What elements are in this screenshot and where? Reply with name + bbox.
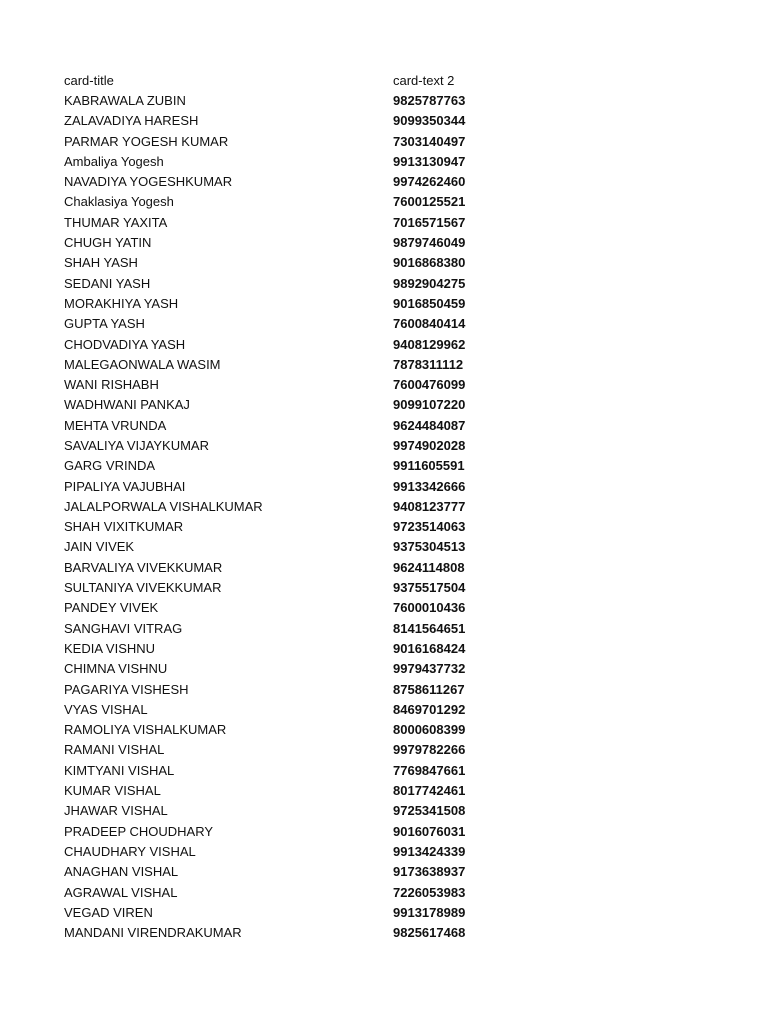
contact-name: SHAH YASH xyxy=(64,255,138,271)
table-row xyxy=(64,171,704,191)
contact-phone: 8469701292 xyxy=(393,701,466,717)
contact-name: AGRAWAL VISHAL xyxy=(64,884,178,900)
table-row xyxy=(64,476,704,496)
contact-phone: 9408123777 xyxy=(393,498,466,514)
contact-phone: 7016571567 xyxy=(393,214,466,230)
table-row xyxy=(64,232,704,252)
contact-phone: 9879746049 xyxy=(393,235,466,251)
contact-phone: 7878311112 xyxy=(393,356,464,372)
contact-phone: 9408129962 xyxy=(393,336,466,352)
contact-phone: 8017742461 xyxy=(393,783,466,799)
table-row xyxy=(64,374,704,394)
table-row xyxy=(64,131,704,151)
contact-phone: 9979782266 xyxy=(393,742,466,758)
contact-name: RAMANI VISHAL xyxy=(64,742,165,758)
header-card-text: card-text 2 xyxy=(393,72,455,88)
contact-name: CHAUDHARY VISHAL xyxy=(64,843,196,859)
contact-name: PAGARIYA VISHESH xyxy=(64,681,189,697)
contact-name: JAIN VIVEK xyxy=(64,539,135,555)
contact-phone: 8141564651 xyxy=(393,620,466,636)
contact-phone: 7226053983 xyxy=(393,884,466,900)
table-header-row xyxy=(64,70,704,90)
contact-name: SAVALIYA VIJAYKUMAR xyxy=(64,437,209,453)
table-row xyxy=(64,314,704,334)
table-row xyxy=(64,760,704,780)
contact-name: VEGAD VIREN xyxy=(64,904,153,920)
table-row xyxy=(64,598,704,618)
contact-name: JHAWAR VISHAL xyxy=(64,803,168,819)
contact-name: CHIMNA VISHNU xyxy=(64,661,168,677)
contact-phone: 7600010436 xyxy=(393,600,466,616)
table-row xyxy=(64,699,704,719)
table-row xyxy=(64,902,704,922)
table-row xyxy=(64,638,704,658)
contact-phone: 9624114808 xyxy=(393,559,465,575)
contact-name: SANGHAVI VITRAG xyxy=(64,620,183,636)
contact-phone: 7600840414 xyxy=(393,316,466,332)
contact-name: THUMAR YAXITA xyxy=(64,214,168,230)
table-row xyxy=(64,90,704,110)
contact-name: JALALPORWALA VISHALKUMAR xyxy=(64,498,263,514)
table-row xyxy=(64,435,704,455)
contact-name: KEDIA VISHNU xyxy=(64,640,156,656)
table-row xyxy=(64,740,704,760)
contact-name: WANI RISHABH xyxy=(64,377,159,393)
contact-name: MEHTA VRUNDA xyxy=(64,417,167,433)
contact-name: MANDANI VIRENDRAKUMAR xyxy=(64,925,242,941)
contact-name: CHUGH YATIN xyxy=(64,235,152,251)
contact-phone: 9723514063 xyxy=(393,519,466,535)
contact-phone: 9173638937 xyxy=(393,864,466,880)
table-row xyxy=(64,821,704,841)
contact-phone: 9375517504 xyxy=(393,580,466,596)
contact-phone: 7769847661 xyxy=(393,762,466,778)
table-row xyxy=(64,456,704,476)
contact-name: Chaklasiya Yogesh xyxy=(64,194,174,210)
contact-phone: 8758611267 xyxy=(393,681,465,697)
contact-name: PIPALIYA VAJUBHAI xyxy=(64,478,186,494)
contact-phone: 9099350344 xyxy=(393,113,466,129)
contact-name: CHODVADIYA YASH xyxy=(64,336,186,352)
table-row xyxy=(64,151,704,171)
contact-name: NAVADIYA YOGESHKUMAR xyxy=(64,174,233,190)
contact-table xyxy=(64,70,704,943)
contact-name: ANAGHAN VISHAL xyxy=(64,864,179,880)
contact-phone: 7303140497 xyxy=(393,133,466,149)
contact-name: VYAS VISHAL xyxy=(64,701,148,717)
contact-phone: 9913424339 xyxy=(393,843,466,859)
table-row xyxy=(64,395,704,415)
table-row xyxy=(64,334,704,354)
contact-phone: 9016850459 xyxy=(393,295,466,311)
table-row xyxy=(64,801,704,821)
contact-name: GUPTA YASH xyxy=(64,316,145,332)
contact-phone: 9016076031 xyxy=(393,823,466,839)
table-row xyxy=(64,679,704,699)
contact-name: SHAH VIXITKUMAR xyxy=(64,519,184,535)
contact-name: PARMAR YOGESH KUMAR xyxy=(64,133,229,149)
table-row xyxy=(64,577,704,597)
contact-name: WADHWANI PANKAJ xyxy=(64,397,190,413)
table-row xyxy=(64,496,704,516)
contact-phone: 9892904275 xyxy=(393,275,466,291)
table-row xyxy=(64,720,704,740)
contact-name: SEDANI YASH xyxy=(64,275,151,291)
table-row xyxy=(64,557,704,577)
header-card-title: card-title xyxy=(64,72,114,88)
contact-phone: 9825617468 xyxy=(393,925,466,941)
contact-phone: 8000608399 xyxy=(393,722,466,738)
contact-name: PRADEEP CHOUDHARY xyxy=(64,823,214,839)
contact-name: KIMTYANI VISHAL xyxy=(64,762,175,778)
contact-name: SULTANIYA VIVEKKUMAR xyxy=(64,580,222,596)
contact-name: GARG VRINDA xyxy=(64,458,156,474)
contact-name: MALEGAONWALA WASIM xyxy=(64,356,221,372)
table-row xyxy=(64,517,704,537)
contact-phone: 9974262460 xyxy=(393,174,466,190)
table-row xyxy=(64,841,704,861)
table-row xyxy=(64,273,704,293)
contact-name: RAMOLIYA VISHALKUMAR xyxy=(64,722,227,738)
table-row xyxy=(64,882,704,902)
table-row xyxy=(64,354,704,374)
contact-phone: 9016168424 xyxy=(393,640,466,656)
table-body xyxy=(64,90,704,942)
table-row xyxy=(64,862,704,882)
contact-name: MORAKHIYA YASH xyxy=(64,295,179,311)
contact-phone: 9825787763 xyxy=(393,92,466,108)
contact-phone: 9375304513 xyxy=(393,539,466,555)
contact-phone: 9913178989 xyxy=(393,904,466,920)
contact-phone: 9725341508 xyxy=(393,803,466,819)
contact-phone: 9911605591 xyxy=(393,458,465,474)
contact-phone: 9974902028 xyxy=(393,437,466,453)
contact-phone: 9913342666 xyxy=(393,478,466,494)
contact-phone: 7600125521 xyxy=(393,194,466,210)
contact-name: PANDEY VIVEK xyxy=(64,600,159,616)
contact-phone: 7600476099 xyxy=(393,377,466,393)
contact-name: ZALAVADIYA HARESH xyxy=(64,113,199,129)
table-row xyxy=(64,111,704,131)
table-row xyxy=(64,659,704,679)
table-row xyxy=(64,780,704,800)
table-row xyxy=(64,253,704,273)
table-row xyxy=(64,618,704,638)
contact-phone: 9099107220 xyxy=(393,397,466,413)
contact-name: KABRAWALA ZUBIN xyxy=(64,92,186,108)
contact-name: Ambaliya Yogesh xyxy=(64,153,164,169)
contact-name: KUMAR VISHAL xyxy=(64,783,161,799)
contact-name: BARVALIYA VIVEKKUMAR xyxy=(64,559,223,575)
contact-phone: 9979437732 xyxy=(393,661,466,677)
table-row xyxy=(64,212,704,232)
contact-phone: 9624484087 xyxy=(393,417,466,433)
table-row xyxy=(64,192,704,212)
table-row xyxy=(64,293,704,313)
contact-phone: 9016868380 xyxy=(393,255,466,271)
table-row xyxy=(64,537,704,557)
contact-phone: 9913130947 xyxy=(393,153,466,169)
table-row xyxy=(64,922,704,942)
table-row xyxy=(64,415,704,435)
